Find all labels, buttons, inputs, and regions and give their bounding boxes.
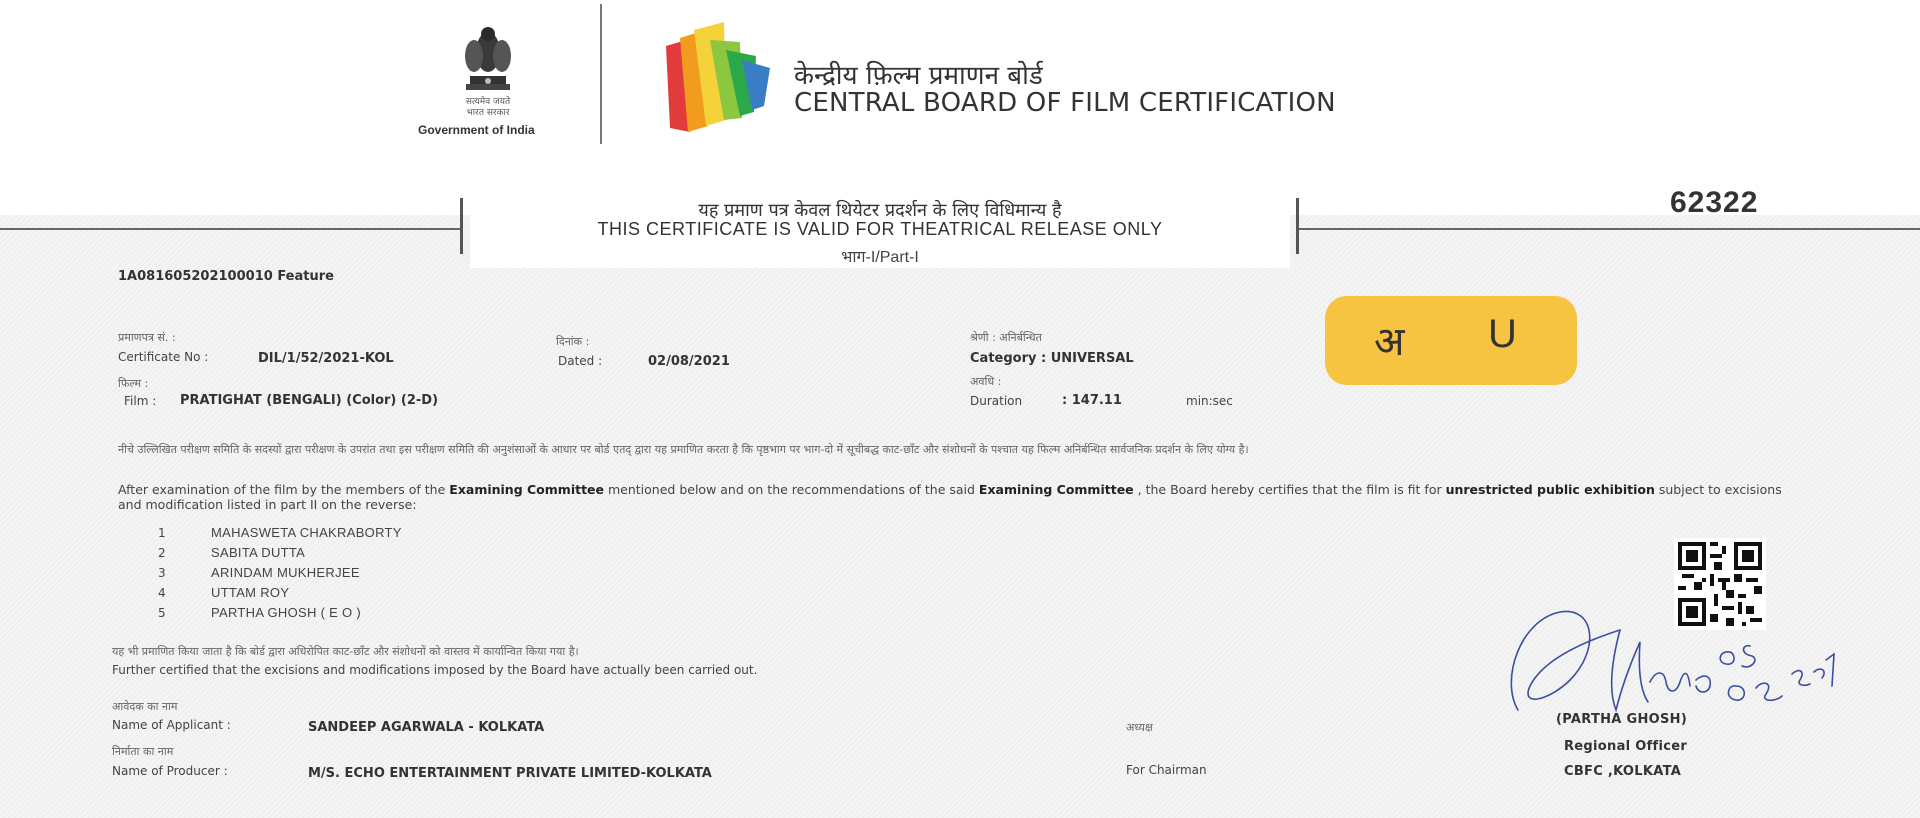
category-label: Category : UNIVERSAL [970, 351, 1134, 366]
committee-member-number: 5 [158, 606, 166, 620]
cert-no-value: DIL/1/52/2021-KOL [258, 351, 394, 366]
emblem-motto-line-2: भारत सरकार [466, 108, 510, 118]
certification-paragraph-english: After examination of the film by the members of the Examining Committee mentioned below and on the recommendations of the said Examining Committee , the Board hereby certifies that the film is fit for unrestricted public exhibition subject to excisions and modification listed in part II on the reverse: [118, 482, 1782, 512]
producer-label-hindi: निर्माता का नाम [112, 745, 174, 758]
duration-label: Duration [970, 394, 1023, 408]
certification-paragraph-hindi: नीचे उल्लिखित परीक्षण समिति के सदस्यों द्वारा परीक्षण के उपरांत तथा इस परीक्षण समिति की अनुशंसाओं के आधार पर बोर्ड एतद् द्वारा यह प्रमाणित करता है कि पृष्ठभाग पर भाग-दो में सूचीबद्ध काट-छाँट और संशोधनों के पश्चात यह फिल्म अनिर्बन्धित सार्वजनिक प्रदर्शन के लिए योग्य है। [118, 443, 1249, 456]
divider-rule-right [1298, 228, 1920, 230]
date-label: Dated : [558, 354, 603, 368]
banner-bracket-left [460, 198, 463, 254]
validity-text-hindi: यह प्रमाण पत्र केवल थियेटर प्रदर्शन के लिए विधिमान्य है [698, 200, 1062, 221]
film-label-hindi: फिल्म : [118, 377, 149, 390]
cbfc-logo-icon [660, 16, 778, 140]
signatory-name: (PARTHA GHOSH) [1556, 712, 1688, 727]
duration-label-hindi: अवधि : [970, 375, 1002, 388]
committee-member-number: 4 [158, 586, 166, 600]
committee-member-name: ARINDAM MUKHERJEE [211, 565, 360, 580]
emblem-motto [440, 97, 536, 119]
applicant-value: SANDEEP AGARWALA - KOLKATA [308, 720, 545, 735]
committee-member-number: 3 [158, 566, 166, 580]
date-label-hindi: दिनांक : [556, 335, 590, 348]
applicant-label-hindi: आवेदक का नाम [112, 700, 178, 713]
rating-english: U [1488, 312, 1517, 356]
emblem-motto-line-1: सत्यमेव जयते [465, 97, 511, 107]
film-label: Film : [124, 394, 157, 408]
committee-member-name: MAHASWETA CHAKRABORTY [211, 525, 402, 540]
signatory-office: CBFC ,KOLKATA [1564, 764, 1682, 779]
applicant-label: Name of Applicant : [112, 718, 231, 732]
banner-bracket-right [1296, 198, 1299, 254]
cert-no-label: Certificate No : [118, 350, 209, 364]
reference-id: 1A081605202100010 Feature [118, 269, 334, 284]
board-name-hindi: केन्द्रीय फ़िल्म प्रमाणन बोर्ड [794, 61, 1043, 91]
producer-value: M/S. ECHO ENTERTAINMENT PRIVATE LIMITED-KOLKATA [308, 766, 712, 781]
duration-value: : 147.11 [1062, 393, 1122, 408]
part-label: भाग-I/Part-I [841, 249, 919, 266]
rating-badge [1325, 296, 1577, 385]
header-divider [600, 4, 602, 144]
further-certification-english: Further certified that the excisions and modifications imposed by the Board have actually been carried out. [112, 663, 758, 677]
committee-member-name: PARTHA GHOSH ( E O ) [211, 605, 361, 620]
chairman-label-hindi: अध्यक्ष [1126, 721, 1153, 734]
committee-member-name: UTTAM ROY [211, 585, 290, 600]
date-value: 02/08/2021 [648, 354, 730, 369]
signatory-title: Regional Officer [1564, 739, 1688, 754]
film-value: PRATIGHAT (BENGALI) (Color) (2-D) [180, 393, 439, 408]
committee-member-name: SABITA DUTTA [211, 545, 306, 560]
committee-member-number: 1 [158, 526, 166, 540]
category-label-hindi: श्रेणी : अनिर्बन्धित [970, 331, 1042, 344]
producer-label: Name of Producer : [112, 764, 228, 778]
government-label: Government of India [418, 123, 535, 137]
cert-no-label-hindi: प्रमाणपत्र सं. : [118, 331, 176, 344]
further-certification-hindi: यह भी प्रमाणित किया जाता है कि बोर्ड द्वारा अधिरोपित काट-छाँट और संशोधनों को वास्तव में कार्यान्वित किया गया है। [112, 645, 579, 658]
duration-unit: min:sec [1186, 394, 1233, 408]
chairman-label: For Chairman [1126, 763, 1207, 777]
board-name-english: CENTRAL BOARD OF FILM CERTIFICATION [794, 88, 1336, 118]
validity-text-english: THIS CERTIFICATE IS VALID FOR THEATRICAL RELEASE ONLY [597, 219, 1163, 239]
committee-member-number: 2 [158, 546, 166, 560]
rating-hindi: अ [1374, 319, 1405, 365]
national-emblem-icon [448, 18, 528, 98]
divider-rule-left [0, 228, 462, 230]
serial-number: 62322 [1670, 186, 1759, 219]
